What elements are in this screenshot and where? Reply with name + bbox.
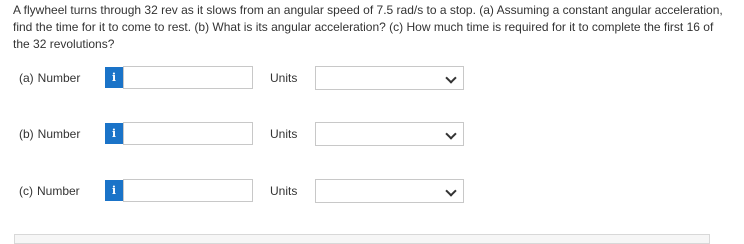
units-label: Units bbox=[270, 127, 298, 141]
part-label: (b) bbox=[19, 127, 34, 141]
number-input-b[interactable] bbox=[123, 122, 253, 145]
info-icon[interactable]: i bbox=[105, 123, 123, 144]
units-select-b[interactable] bbox=[315, 122, 464, 146]
number-label: Number bbox=[37, 127, 81, 141]
units-select-c[interactable] bbox=[315, 179, 464, 203]
number-input-c[interactable] bbox=[123, 179, 253, 202]
row-label bbox=[19, 184, 80, 198]
number-label: Number bbox=[37, 184, 80, 198]
answer-row-a bbox=[0, 66, 744, 90]
answer-row-b bbox=[0, 122, 744, 146]
chevron-down-icon bbox=[445, 72, 456, 83]
info-icon[interactable]: i bbox=[105, 180, 123, 201]
row-label bbox=[19, 71, 80, 85]
number-label: Number bbox=[37, 71, 81, 85]
next-panel bbox=[14, 234, 710, 244]
question-text: A flywheel turns through 32 rev as it slows from an angular speed of 7.5 rad/s to a stop. (a) Assuming a constant angular acceleration, find the time for it to come to rest. (b) What is its angular acceleration? (c) How much time is required for it to complete the first 16 of the 32 revolutions? bbox=[13, 3, 723, 51]
units-label: Units bbox=[270, 184, 298, 198]
units-label: Units bbox=[270, 71, 298, 85]
answer-row-c bbox=[0, 179, 744, 203]
chevron-down-icon bbox=[445, 185, 456, 196]
row-label bbox=[19, 127, 80, 141]
chevron-down-icon bbox=[445, 128, 456, 139]
part-label: (a) bbox=[19, 71, 34, 85]
units-select-a[interactable] bbox=[315, 66, 464, 90]
part-label: (c) bbox=[19, 184, 33, 198]
number-input-a[interactable] bbox=[123, 66, 253, 89]
info-icon[interactable]: i bbox=[105, 67, 123, 88]
